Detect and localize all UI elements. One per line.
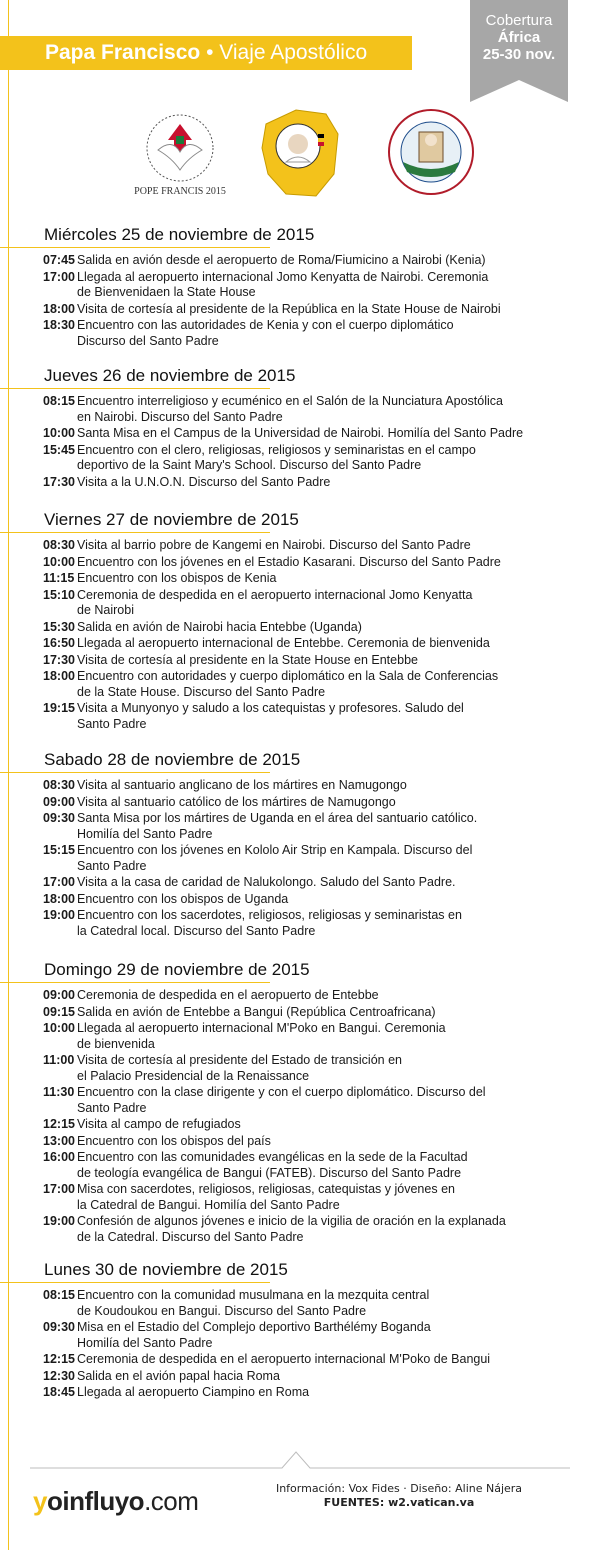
event-description-continued: Santo Padre xyxy=(77,716,147,731)
day-title: Sabado 28 de noviembre de 2015 xyxy=(44,750,301,769)
footer-divider xyxy=(0,1440,600,1480)
event-item xyxy=(43,636,588,652)
event-description: Salida en avión de Entebbe a Bangui (República Centroafricana) xyxy=(77,1004,436,1019)
event-item xyxy=(43,302,588,318)
event-time: 17:00 xyxy=(43,875,75,889)
event-description-continued: Homilía del Santo Padre xyxy=(77,1335,213,1350)
event-item xyxy=(43,538,588,554)
event-time: 16:00 xyxy=(43,1150,75,1164)
event-item xyxy=(43,701,588,732)
event-description-continued: Santo Padre xyxy=(77,858,147,873)
event-description: Santa Misa en el Campus de la Universidad de Nairobi. Homilía del Santo Padre xyxy=(77,426,524,440)
event-description: Salida en avión desde el aeropuerto de Roma/Fiumicino a Nairobi (Kenia) xyxy=(77,253,486,267)
event-time: 19:00 xyxy=(43,1214,75,1228)
event-item xyxy=(43,1150,588,1181)
uganda-map-emblem-icon xyxy=(256,104,346,204)
event-time: 17:00 xyxy=(43,1182,75,1196)
event-time: 08:30 xyxy=(43,778,75,792)
day-divider xyxy=(0,772,270,773)
coverage-badge xyxy=(470,0,584,102)
day-divider xyxy=(0,532,270,533)
event-description-continued: el Palacio Presidencial de la Renaissance xyxy=(77,1068,310,1083)
event-description: Visita al campo de refugiados xyxy=(77,1117,241,1131)
event-time: 18:45 xyxy=(43,1385,75,1399)
event-time: 10:00 xyxy=(43,426,75,440)
credits xyxy=(254,1482,544,1510)
event-description-continued: la Catedral de Bangui. Homilía del Santo Padre xyxy=(77,1197,340,1212)
brand-name: oinfluyo xyxy=(46,1486,145,1516)
event-item xyxy=(43,778,588,794)
event-time: 18:00 xyxy=(43,301,75,316)
event-item xyxy=(43,1053,588,1084)
event-item xyxy=(43,555,588,571)
day-title: Domingo 29 de noviembre de 2015 xyxy=(44,960,310,979)
event-time: 19:00 xyxy=(43,908,75,922)
event-time: 09:00 xyxy=(43,988,75,1002)
event-description-continued: Homilía del Santo Padre xyxy=(77,826,213,841)
brand-letter: y xyxy=(33,1486,47,1516)
event-time: 09:00 xyxy=(43,794,75,809)
event-item xyxy=(43,1320,588,1351)
event-time: 12:30 xyxy=(43,1368,75,1383)
event-item xyxy=(43,1352,588,1368)
event-time: 11:30 xyxy=(43,1085,75,1099)
day-divider xyxy=(0,982,270,983)
event-item xyxy=(43,1005,588,1021)
event-item xyxy=(43,669,588,700)
events-list xyxy=(43,538,588,733)
event-item xyxy=(43,1369,588,1385)
event-item xyxy=(43,653,588,669)
day-title: Jueves 26 de noviembre de 2015 xyxy=(44,366,296,385)
event-description-continued: de teología evangélica de Bangui (FATEB). Discurso del Santo Padre xyxy=(77,1165,462,1180)
event-item xyxy=(43,1117,588,1133)
event-item xyxy=(43,1085,588,1116)
event-time: 09:30 xyxy=(43,1320,75,1334)
event-time: 13:00 xyxy=(43,1133,75,1148)
event-description: Visita de cortesía al presidente de la República en la State House de Nairobi xyxy=(77,301,501,316)
event-time: 18:30 xyxy=(43,318,75,332)
event-description: Llegada al aeropuerto Ciampino en Roma xyxy=(77,1385,310,1399)
event-description: Llegada al aeropuerto internacional de Entebbe. Ceremonia de bienvenida xyxy=(77,636,490,650)
event-item xyxy=(43,571,588,587)
page-title xyxy=(45,40,367,66)
event-item xyxy=(43,908,588,939)
event-item xyxy=(43,443,588,474)
event-item xyxy=(43,253,588,269)
event-description: Visita de cortesía al presidente del Estado de transición en xyxy=(77,1053,402,1067)
event-time: 18:00 xyxy=(43,669,75,683)
event-time: 16:50 xyxy=(43,636,75,650)
event-time: 08:30 xyxy=(43,538,75,552)
event-description: Llegada al aeropuerto internacional M'Poko en Bangui. Ceremonia xyxy=(77,1021,446,1035)
event-time: 08:15 xyxy=(43,1288,75,1302)
event-time: 19:15 xyxy=(43,701,75,715)
event-item xyxy=(43,318,588,349)
event-item xyxy=(43,811,588,842)
event-description: Salida en avión de Nairobi hacia Entebbe (Uganda) xyxy=(77,619,362,634)
events-list xyxy=(43,778,588,940)
event-time: 09:15 xyxy=(43,1004,75,1019)
event-time: 10:00 xyxy=(43,1021,75,1035)
event-item xyxy=(43,1288,588,1319)
event-description-continued: Santo Padre xyxy=(77,1100,147,1115)
event-item xyxy=(43,1385,588,1401)
footer xyxy=(0,1440,600,1550)
event-time: 07:45 xyxy=(43,253,75,267)
brand-logo[interactable] xyxy=(33,1486,198,1517)
event-description: Visita al santuario anglicano de los mártires en Namugongo xyxy=(77,778,407,792)
event-description: Misa en el Estadio del Complejo deportivo Barthélémy Boganda xyxy=(77,1320,431,1334)
event-item xyxy=(43,620,588,636)
event-item xyxy=(43,588,588,619)
event-item xyxy=(43,875,588,891)
event-description: Visita al santuario católico de los mártires de Namugongo xyxy=(77,794,396,809)
event-description: Encuentro con los jóvenes en Kololo Air Strip en Kampala. Discurso del xyxy=(77,843,473,857)
event-time: 10:00 xyxy=(43,554,75,569)
badge-line3: 25-30 nov. xyxy=(482,46,556,63)
event-description: Visita a la U.N.O.N. Discurso del Santo Padre xyxy=(77,474,331,489)
event-description-continued: de la State House. Discurso del Santo Padre xyxy=(77,684,326,699)
event-time: 18:00 xyxy=(43,891,75,906)
kenya-logo xyxy=(132,110,228,202)
event-description: Encuentro interreligioso y ecuménico en el Salón de la Nunciatura Apostólica xyxy=(77,394,503,408)
day-title: Miércoles 25 de noviembre de 2015 xyxy=(44,225,315,244)
event-description: Visita a Munyonyo y saludo a los catequistas y profesores. Saludo del xyxy=(77,701,464,715)
event-description-continued: de bienvenida xyxy=(77,1036,155,1051)
event-item xyxy=(43,394,588,425)
uganda-logo xyxy=(256,104,346,204)
event-description: Encuentro con los obispos del país xyxy=(77,1133,271,1148)
event-item xyxy=(43,843,588,874)
left-accent-line xyxy=(8,0,9,1550)
event-time: 17:30 xyxy=(43,652,75,667)
day-divider xyxy=(0,388,270,389)
event-item xyxy=(43,1021,588,1052)
events-list xyxy=(43,988,588,1246)
event-time: 08:15 xyxy=(43,394,75,408)
event-time: 11:00 xyxy=(43,1053,75,1067)
events-list xyxy=(43,394,588,491)
event-description-continued: de Koudoukou en Bangui. Discurso del Santo Padre xyxy=(77,1303,367,1318)
event-item xyxy=(43,988,588,1004)
event-description: Encuentro con los obispos de Kenia xyxy=(77,571,277,585)
badge-line1: Cobertura xyxy=(485,12,553,29)
event-description: Encuentro con los jóvenes en el Estadio Kasarani. Discurso del Santo Padre xyxy=(77,554,501,569)
event-description: Visita a la casa de caridad de Nalukolongo. Saludo del Santo Padre. xyxy=(77,875,456,889)
event-description: Visita de cortesía al presidente en la State House en Entebbe xyxy=(77,652,418,667)
kenya-logo-caption: POPE FRANCIS 2015 xyxy=(134,186,226,197)
title-subtitle: • Viaje Apostólico xyxy=(200,41,368,64)
event-time: 12:15 xyxy=(43,1352,75,1366)
event-description: Encuentro con los obispos de Uganda xyxy=(77,891,289,906)
event-description: Salida en el avión papal hacia Roma xyxy=(77,1368,280,1383)
day-divider xyxy=(0,1282,270,1283)
event-time: 11:15 xyxy=(43,571,75,585)
event-description: Llegada al aeropuerto internacional Jomo Kenyatta de Nairobi. Ceremonia xyxy=(77,269,489,284)
event-description: Encuentro con los sacerdotes, religiosos, religiosas y seminaristas en xyxy=(77,908,462,922)
car-logo xyxy=(385,106,477,198)
event-description: Ceremonia de despedida en el aeropuerto de Entebbe xyxy=(77,988,379,1002)
event-description: Encuentro con las autoridades de Kenia y con el cuerpo diplomático xyxy=(77,318,454,332)
event-item xyxy=(43,795,588,811)
event-description: Encuentro con la comunidad musulmana en la mezquita central xyxy=(77,1288,430,1302)
event-time: 15:10 xyxy=(43,587,75,602)
event-description-continued: Discurso del Santo Padre xyxy=(77,333,219,348)
day-title: Viernes 27 de noviembre de 2015 xyxy=(44,510,299,529)
event-description: Encuentro con la clase dirigente y con el cuerpo diplomático. Discurso del xyxy=(77,1085,486,1099)
day-divider xyxy=(0,247,270,248)
day-title: Lunes 30 de noviembre de 2015 xyxy=(44,1260,288,1279)
credits-line1: Información: Vox Fides · Diseño: Aline Nájera xyxy=(275,1482,523,1495)
event-item xyxy=(43,1214,588,1245)
event-description-continued: de la Catedral. Discurso del Santo Padre xyxy=(77,1229,304,1244)
event-description: Ceremonia de despedida en el aeropuerto internacional Jomo Kenyatta xyxy=(77,587,473,602)
event-description-continued: deportivo de la Saint Mary's School. Discurso del Santo Padre xyxy=(77,458,422,472)
credits-line2: FUENTES: w2.vatican.va xyxy=(323,1496,475,1509)
events-list xyxy=(43,1288,588,1402)
event-item xyxy=(43,475,588,491)
car-seal-icon xyxy=(385,106,477,198)
badge-line2: África xyxy=(497,29,541,46)
event-time: 15:30 xyxy=(43,619,75,634)
event-description-continued: la Catedral local. Discurso del Santo Padre xyxy=(77,923,316,938)
brand-domain: .com xyxy=(144,1486,199,1516)
logos-row xyxy=(0,104,600,210)
event-description: Misa con sacerdotes, religiosos, religiosas, catequistas y jóvenes en xyxy=(77,1182,455,1196)
event-item xyxy=(43,1134,588,1150)
event-description-continued: en Nairobi. Discurso del Santo Padre xyxy=(77,409,283,424)
event-description: Visita al barrio pobre de Kangemi en Nairobi. Discurso del Santo Padre xyxy=(77,538,471,552)
event-description-continued: de Bienvenidaen la State House xyxy=(77,285,256,299)
event-description: Santa Misa por los mártires de Uganda en el área del santuario católico. xyxy=(77,811,478,825)
event-item xyxy=(43,892,588,908)
event-time: 17:00 xyxy=(43,269,75,284)
event-description: Encuentro con autoridades y cuerpo diplomático en la Sala de Conferencias xyxy=(77,669,499,683)
event-description-continued: de Nairobi xyxy=(77,603,134,617)
event-time: 15:45 xyxy=(43,442,75,457)
event-description: Encuentro con las comunidades evangélicas en la sede de la Facultad xyxy=(77,1150,468,1164)
event-description: Confesión de algunos jóvenes e inicio de la vigilia de oración en la explanada xyxy=(77,1214,506,1228)
event-item xyxy=(43,270,588,301)
events-list xyxy=(43,253,588,350)
event-time: 12:15 xyxy=(43,1117,75,1131)
event-time: 15:15 xyxy=(43,843,75,857)
event-item xyxy=(43,426,588,442)
title-bold: Papa Francisco xyxy=(45,41,201,64)
event-description: Encuentro con el clero, religiosas, religiosos y seminaristas en el campo xyxy=(77,442,476,457)
event-time: 17:30 xyxy=(43,474,75,489)
event-description: Ceremonia de despedida en el aeropuerto internacional M'Poko de Bangui xyxy=(77,1352,491,1366)
event-time: 09:30 xyxy=(43,811,75,825)
event-item xyxy=(43,1182,588,1213)
